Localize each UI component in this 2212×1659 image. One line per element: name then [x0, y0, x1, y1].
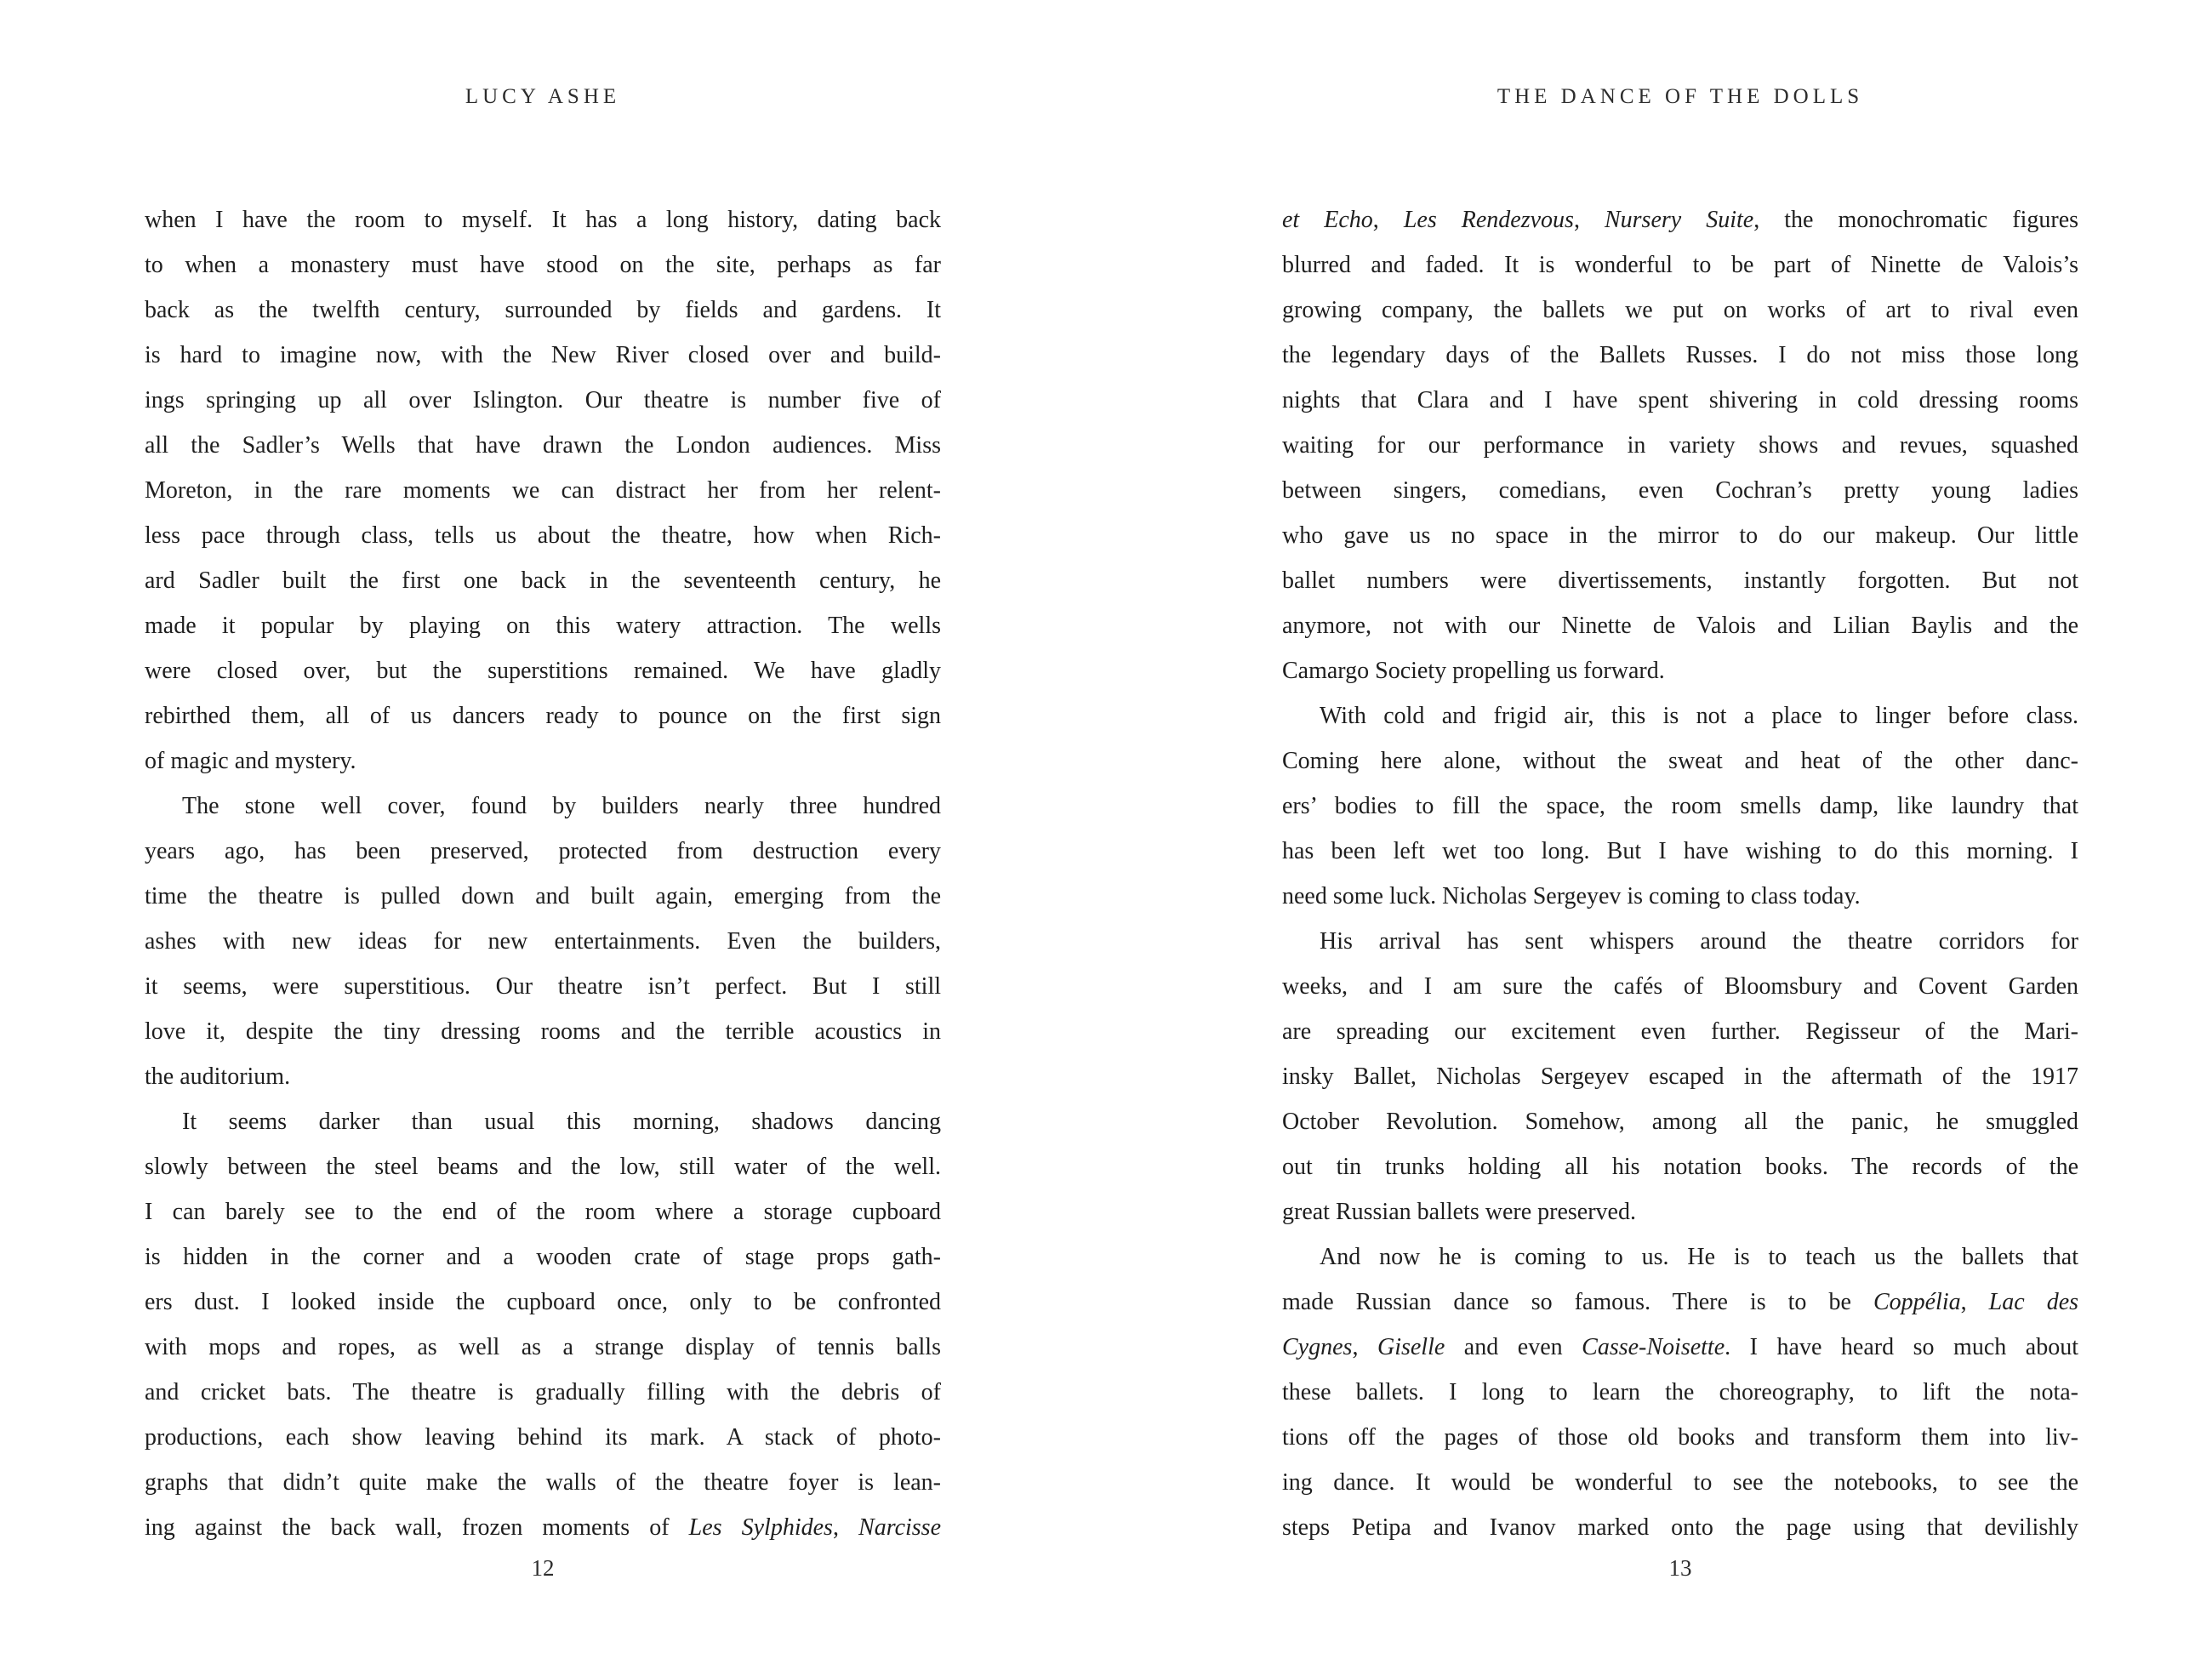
text-line — [1282, 964, 2078, 1009]
text-line — [145, 197, 941, 242]
text-segment: it seems, were superstitious. Our theatre isn’t perfect. But I still — [145, 973, 941, 1000]
text-segment: back as the twelfth century, surrounded by fields and gardens. It — [145, 297, 941, 323]
text-line — [1282, 1144, 2078, 1189]
text-segment: growing company, the ballets we put on works of art to rival even — [1282, 297, 2078, 323]
text-segment: productions, each show leaving behind its mark. A stack of photo- — [145, 1424, 941, 1451]
text-line — [145, 333, 941, 378]
text-segment: years ago, has been preserved, protected from destruction every — [145, 838, 941, 864]
right-page — [1106, 0, 2212, 1659]
text-segment: anymore, not with our Ninette de Valois and Lilian Baylis and the — [1282, 613, 2078, 639]
left-text-block — [145, 197, 941, 1550]
text-segment: Coming here alone, without the sweat and heat of the other danc- — [1282, 748, 2078, 774]
text-line — [1282, 1460, 2078, 1505]
text-line — [1282, 603, 2078, 648]
text-line — [145, 1280, 941, 1325]
text-segment: slowly between the steel beams and the low, still water of the well. — [145, 1154, 941, 1180]
left-running-head: LUCY ASHE — [465, 85, 621, 108]
text-segment: The stone well cover, found by builders nearly three hundred — [182, 793, 941, 819]
text-segment: made Russian dance so famous. There is to be — [1282, 1289, 1873, 1315]
text-line — [1282, 1189, 2078, 1234]
text-segment: His arrival has sent whispers around the theatre corridors for — [1320, 928, 2078, 955]
text-segment: ings springing up all over Islington. Our theatre is number five of — [145, 387, 941, 413]
text-line — [145, 1325, 941, 1370]
text-line — [145, 603, 941, 648]
text-line — [1282, 423, 2078, 468]
italic-text-segment: Coppélia — [1873, 1289, 1961, 1315]
text-line — [145, 964, 941, 1009]
text-segment: who gave us no space in the mirror to do our makeup. Our little — [1282, 522, 2078, 549]
text-line — [145, 874, 941, 919]
text-segment: rebirthed them, all of us dancers ready to pounce on the first sign — [145, 703, 941, 729]
text-segment: , — [1352, 1334, 1377, 1360]
text-line — [1282, 513, 2078, 558]
text-segment: nights that Clara and I have spent shivering in cold dressing rooms — [1282, 387, 2078, 413]
left-page-number: 12 — [531, 1555, 555, 1581]
text-line — [1282, 1370, 2078, 1415]
text-line — [145, 738, 941, 784]
text-segment: ing against the back wall, frozen moments of — [145, 1514, 689, 1541]
text-line — [145, 693, 941, 738]
text-segment: I can barely see to the end of the room where a storage cupboard — [145, 1199, 941, 1225]
text-segment: , — [1573, 207, 1605, 233]
text-line — [1282, 242, 2078, 288]
text-line — [145, 1099, 941, 1144]
italic-text-segment: Cygnes — [1282, 1334, 1353, 1360]
text-line — [1282, 333, 2078, 378]
text-line — [1282, 1099, 2078, 1144]
italic-text-segment: Narcisse — [858, 1514, 942, 1541]
right-page-column — [1282, 0, 2078, 1659]
text-segment: were closed over, but the superstitions remained. We have gladly — [145, 658, 941, 684]
text-segment: less pace through class, tells us about the theatre, how when Rich- — [145, 522, 941, 549]
text-segment: and cricket bats. The theatre is gradually filling with the debris of — [145, 1379, 941, 1405]
text-segment: tions off the pages of those old books and transform them into liv- — [1282, 1424, 2078, 1451]
text-segment: out tin trunks holding all his notation books. The records of the — [1282, 1154, 2078, 1180]
text-line — [145, 1009, 941, 1054]
text-line — [1282, 1505, 2078, 1550]
text-line — [145, 784, 941, 829]
text-segment: when I have the room to myself. It has a long history, dating back — [145, 207, 941, 233]
text-line — [145, 1415, 941, 1460]
text-line — [145, 423, 941, 468]
text-segment: Camargo Society propelling us forward. — [1282, 658, 1665, 684]
text-segment: between singers, comedians, even Cochran’s pretty young ladies — [1282, 477, 2078, 504]
text-line — [145, 558, 941, 603]
text-line — [1282, 197, 2078, 242]
text-line — [1282, 738, 2078, 784]
text-line — [145, 1234, 941, 1280]
text-segment: great Russian ballets were preserved. — [1282, 1199, 1636, 1225]
left-page-column — [145, 0, 941, 1659]
italic-text-segment: et Echo — [1282, 207, 1373, 233]
text-segment: the legendary days of the Ballets Russes. I do not miss those long — [1282, 342, 2078, 368]
text-line — [1282, 919, 2078, 964]
text-line — [145, 648, 941, 693]
text-segment: With cold and frigid air, this is not a place to linger before class. — [1320, 703, 2078, 729]
text-line — [145, 1144, 941, 1189]
text-segment: steps Petipa and Ivanov marked onto the page using that devilishly — [1282, 1514, 2078, 1541]
text-line — [1282, 874, 2078, 919]
text-segment: time the theatre is pulled down and built again, emerging from the — [145, 883, 941, 909]
text-line — [145, 1054, 941, 1099]
text-line — [1282, 1009, 2078, 1054]
text-line — [1282, 784, 2078, 829]
italic-text-segment: Giselle — [1377, 1334, 1445, 1360]
text-segment: ers’ bodies to fill the space, the room smells damp, like laundry that — [1282, 793, 2078, 819]
italic-text-segment: Les Rendezvous — [1403, 207, 1574, 233]
text-line — [1282, 1280, 2078, 1325]
text-line — [145, 378, 941, 423]
text-line — [1282, 378, 2078, 423]
text-segment: , — [1372, 207, 1404, 233]
italic-text-segment: Casse-Noisette — [1582, 1334, 1725, 1360]
text-segment: , — [832, 1514, 859, 1541]
text-line — [1282, 693, 2078, 738]
text-segment: with mops and ropes, as well as a strange display of tennis balls — [145, 1334, 941, 1360]
text-segment: insky Ballet, Nicholas Sergeyev escaped in the aftermath of the 1917 — [1282, 1063, 2078, 1090]
text-line — [145, 288, 941, 333]
text-line — [1282, 1054, 2078, 1099]
text-segment: is hard to imagine now, with the New River closed over and build- — [145, 342, 941, 368]
text-line — [145, 919, 941, 964]
text-segment: and even — [1445, 1334, 1582, 1360]
text-segment: made it popular by playing on this watery attraction. The wells — [145, 613, 941, 639]
text-segment: weeks, and I am sure the cafés of Bloomsbury and Covent Garden — [1282, 973, 2078, 1000]
right-running-head: THE DANCE OF THE DOLLS — [1497, 85, 1864, 108]
text-line — [1282, 558, 2078, 603]
text-segment: And now he is coming to us. He is to teach us the ballets that — [1320, 1244, 2078, 1270]
text-segment: October Revolution. Somehow, among all the panic, he smuggled — [1282, 1109, 2078, 1135]
text-line — [1282, 829, 2078, 874]
text-segment: Moreton, in the rare moments we can distract her from her relent- — [145, 477, 941, 504]
text-segment: are spreading our excitement even further. Regisseur of the Mari- — [1282, 1018, 2078, 1045]
text-line — [1282, 288, 2078, 333]
text-line — [145, 1460, 941, 1505]
text-segment: all the Sadler’s Wells that have drawn the London audiences. Miss — [145, 432, 941, 459]
text-line — [1282, 1415, 2078, 1460]
text-segment: . I have heard so much about — [1725, 1334, 2078, 1360]
text-line — [145, 1189, 941, 1234]
text-segment: blurred and faded. It is wonderful to be part of Ninette de Valois’s — [1282, 252, 2078, 278]
italic-text-segment: Nursery Suite — [1604, 207, 1754, 233]
text-line — [145, 513, 941, 558]
text-line — [145, 829, 941, 874]
text-segment: , — [1960, 1289, 1989, 1315]
text-line — [145, 1505, 941, 1550]
text-segment: It seems darker than usual this morning, shadows dancing — [182, 1109, 941, 1135]
text-segment: ard Sadler built the first one back in the seventeenth century, he — [145, 567, 941, 594]
text-line — [1282, 468, 2078, 513]
text-line — [145, 1370, 941, 1415]
text-segment: these ballets. I long to learn the choreography, to lift the nota- — [1282, 1379, 2078, 1405]
italic-text-segment: Lac des — [1988, 1289, 2079, 1315]
italic-text-segment: Les Sylphides — [688, 1514, 833, 1541]
text-segment: has been left wet too long. But I have wishing to do this morning. I — [1282, 838, 2078, 864]
text-segment: of magic and mystery. — [145, 748, 356, 774]
text-line — [145, 468, 941, 513]
text-line — [1282, 1325, 2078, 1370]
right-page-number: 13 — [1668, 1555, 1692, 1581]
text-segment: ing dance. It would be wonderful to see the notebooks, to see the — [1282, 1469, 2078, 1496]
text-segment: ballet numbers were divertissements, instantly forgotten. But not — [1282, 567, 2078, 594]
text-segment: need some luck. Nicholas Sergeyev is coming to class today. — [1282, 883, 1861, 909]
right-text-block — [1282, 197, 2078, 1550]
text-line — [1282, 648, 2078, 693]
text-segment: ers dust. I looked inside the cupboard once, only to be confronted — [145, 1289, 941, 1315]
text-segment: is hidden in the corner and a wooden crate of stage props gath- — [145, 1244, 941, 1270]
text-segment: ashes with new ideas for new entertainments. Even the builders, — [145, 928, 941, 955]
text-segment: love it, despite the tiny dressing rooms and the terrible acoustics in — [145, 1018, 941, 1045]
text-line — [1282, 1234, 2078, 1280]
text-segment: to when a monastery must have stood on the site, perhaps as far — [145, 252, 941, 278]
text-segment: graphs that didn’t quite make the walls of the theatre foyer is lean- — [145, 1469, 941, 1496]
text-segment: , the monochromatic figures — [1753, 207, 2079, 233]
text-line — [145, 242, 941, 288]
text-segment: the auditorium. — [145, 1063, 291, 1090]
text-segment: waiting for our performance in variety shows and revues, squashed — [1282, 432, 2078, 459]
